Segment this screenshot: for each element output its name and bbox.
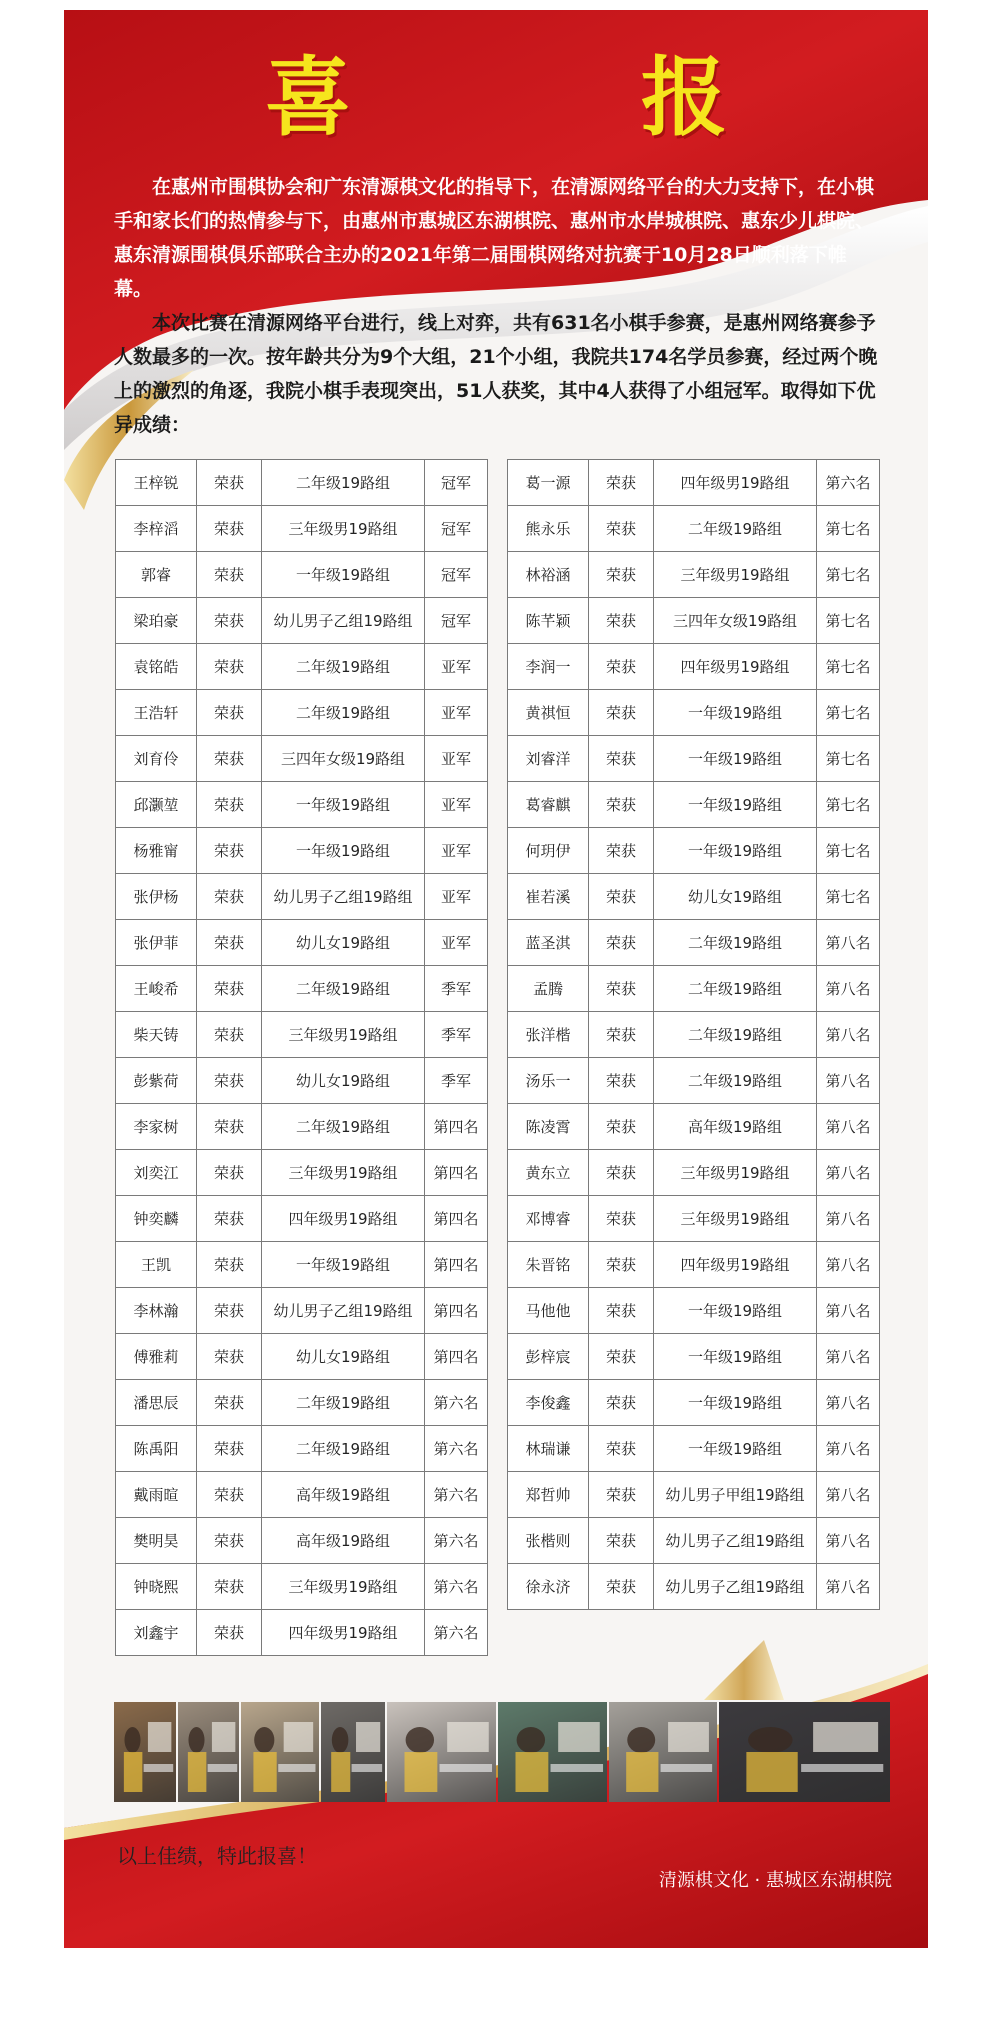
student-name-cell: 邱灏堃 xyxy=(116,782,197,828)
photo-child-at-computer-5 xyxy=(387,1702,496,1802)
student-name-cell: 张洋楷 xyxy=(508,1012,589,1058)
award-verb-cell: 荣获 xyxy=(589,1518,654,1564)
student-name-cell: 柴天铸 xyxy=(116,1012,197,1058)
group-name-cell: 二年级19路组 xyxy=(262,644,425,690)
award-verb-cell: 荣获 xyxy=(197,1242,262,1288)
table-row xyxy=(116,736,488,782)
award-verb-cell: 荣获 xyxy=(197,966,262,1012)
rank-cell: 冠军 xyxy=(425,552,488,598)
table-row xyxy=(508,1518,880,1564)
award-verb-cell: 荣获 xyxy=(197,1104,262,1150)
table-row xyxy=(508,1150,880,1196)
award-verb-cell: 荣获 xyxy=(589,598,654,644)
group-name-cell: 一年级19路组 xyxy=(654,782,817,828)
student-name-cell: 王梓锐 xyxy=(116,460,197,506)
group-name-cell: 二年级19路组 xyxy=(262,1104,425,1150)
table-row xyxy=(508,1196,880,1242)
rank-cell: 第六名 xyxy=(425,1564,488,1610)
award-verb-cell: 荣获 xyxy=(197,736,262,782)
student-name-cell: 杨雅甯 xyxy=(116,828,197,874)
group-name-cell: 四年级男19路组 xyxy=(654,460,817,506)
rank-cell: 冠军 xyxy=(425,460,488,506)
rank-cell: 冠军 xyxy=(425,506,488,552)
table-row xyxy=(116,690,488,736)
group-name-cell: 三四年女级19路组 xyxy=(262,736,425,782)
award-verb-cell: 荣获 xyxy=(197,1288,262,1334)
group-name-cell: 三年级男19路组 xyxy=(262,506,425,552)
group-name-cell: 一年级19路组 xyxy=(262,552,425,598)
table-row xyxy=(116,1012,488,1058)
group-name-cell: 幼儿男子乙组19路组 xyxy=(654,1518,817,1564)
award-verb-cell: 荣获 xyxy=(589,1012,654,1058)
award-verb-cell: 荣获 xyxy=(197,1380,262,1426)
rank-cell: 第八名 xyxy=(817,1564,880,1610)
group-name-cell: 高年级19路组 xyxy=(262,1518,425,1564)
award-verb-cell: 荣获 xyxy=(197,920,262,966)
rank-cell: 第八名 xyxy=(817,1288,880,1334)
group-name-cell: 三年级男19路组 xyxy=(262,1564,425,1610)
group-name-cell: 一年级19路组 xyxy=(262,1242,425,1288)
student-name-cell: 汤乐一 xyxy=(508,1058,589,1104)
photo-child-at-computer-3 xyxy=(241,1702,319,1802)
photo-strip xyxy=(114,1702,890,1802)
student-name-cell: 袁铭皓 xyxy=(116,644,197,690)
group-name-cell: 幼儿男子乙组19路组 xyxy=(654,1564,817,1610)
rank-cell: 第四名 xyxy=(425,1334,488,1380)
table-row xyxy=(116,828,488,874)
rank-cell: 第八名 xyxy=(817,1518,880,1564)
student-name-cell: 钟晓熙 xyxy=(116,1564,197,1610)
group-name-cell: 三四年女级19路组 xyxy=(654,598,817,644)
table-row xyxy=(116,1472,488,1518)
group-name-cell: 二年级19路组 xyxy=(654,920,817,966)
table-row xyxy=(116,1058,488,1104)
results-table-left xyxy=(115,459,488,1656)
student-name-cell: 崔若溪 xyxy=(508,874,589,920)
student-name-cell: 林裕涵 xyxy=(508,552,589,598)
award-verb-cell: 荣获 xyxy=(197,1196,262,1242)
table-row xyxy=(116,1242,488,1288)
student-name-cell: 梁珀豪 xyxy=(116,598,197,644)
student-name-cell: 张楷则 xyxy=(508,1518,589,1564)
rank-cell: 亚军 xyxy=(425,644,488,690)
table-row xyxy=(116,1150,488,1196)
table-row xyxy=(116,552,488,598)
table-row xyxy=(116,1380,488,1426)
student-name-cell: 葛一源 xyxy=(508,460,589,506)
award-verb-cell: 荣获 xyxy=(197,1472,262,1518)
award-verb-cell: 荣获 xyxy=(197,1518,262,1564)
group-name-cell: 二年级19路组 xyxy=(262,690,425,736)
student-name-cell: 邓博睿 xyxy=(508,1196,589,1242)
student-name-cell: 李林瀚 xyxy=(116,1288,197,1334)
table-row xyxy=(508,782,880,828)
group-name-cell: 三年级男19路组 xyxy=(654,1196,817,1242)
photo-child-at-computer-1 xyxy=(114,1702,176,1802)
award-verb-cell: 荣获 xyxy=(589,644,654,690)
group-name-cell: 一年级19路组 xyxy=(262,782,425,828)
group-name-cell: 二年级19路组 xyxy=(654,506,817,552)
award-verb-cell: 荣获 xyxy=(197,1012,262,1058)
group-name-cell: 幼儿女19路组 xyxy=(654,874,817,920)
student-name-cell: 张伊杨 xyxy=(116,874,197,920)
rank-cell: 第四名 xyxy=(425,1288,488,1334)
student-name-cell: 林瑞谦 xyxy=(508,1426,589,1472)
student-name-cell: 葛睿麒 xyxy=(508,782,589,828)
rank-cell: 季军 xyxy=(425,1012,488,1058)
award-verb-cell: 荣获 xyxy=(589,1150,654,1196)
signature-text: 清源棋文化 · 惠城区东湖棋院 xyxy=(658,1870,892,1891)
award-verb-cell: 荣获 xyxy=(197,1426,262,1472)
table-row xyxy=(508,920,880,966)
rank-cell: 第八名 xyxy=(817,1426,880,1472)
rank-cell: 亚军 xyxy=(425,736,488,782)
table-row xyxy=(508,1242,880,1288)
award-verb-cell: 荣获 xyxy=(197,506,262,552)
rank-cell: 第七名 xyxy=(817,874,880,920)
award-verb-cell: 荣获 xyxy=(589,1242,654,1288)
table-row xyxy=(116,920,488,966)
group-name-cell: 幼儿男子乙组19路组 xyxy=(262,598,425,644)
student-name-cell: 刘鑫宇 xyxy=(116,1610,197,1656)
rank-cell: 第六名 xyxy=(425,1472,488,1518)
rank-cell: 季军 xyxy=(425,1058,488,1104)
award-verb-cell: 荣获 xyxy=(197,1610,262,1656)
group-name-cell: 一年级19路组 xyxy=(262,828,425,874)
table-row xyxy=(116,874,488,920)
rank-cell: 亚军 xyxy=(425,874,488,920)
rank-cell: 第七名 xyxy=(817,690,880,736)
award-verb-cell: 荣获 xyxy=(589,1196,654,1242)
group-name-cell: 二年级19路组 xyxy=(654,1012,817,1058)
student-name-cell: 刘育伶 xyxy=(116,736,197,782)
group-name-cell: 一年级19路组 xyxy=(654,1334,817,1380)
award-verb-cell: 荣获 xyxy=(589,1104,654,1150)
group-name-cell: 二年级19路组 xyxy=(654,966,817,1012)
rank-cell: 第四名 xyxy=(425,1242,488,1288)
award-verb-cell: 荣获 xyxy=(589,506,654,552)
award-verb-cell: 荣获 xyxy=(589,966,654,1012)
group-name-cell: 一年级19路组 xyxy=(654,1380,817,1426)
award-verb-cell: 荣获 xyxy=(197,460,262,506)
student-name-cell: 孟腾 xyxy=(508,966,589,1012)
award-verb-cell: 荣获 xyxy=(589,1380,654,1426)
student-name-cell: 彭紫荷 xyxy=(116,1058,197,1104)
rank-cell: 第四名 xyxy=(425,1196,488,1242)
group-name-cell: 幼儿男子乙组19路组 xyxy=(262,1288,425,1334)
table-row xyxy=(508,828,880,874)
group-name-cell: 二年级19路组 xyxy=(654,1058,817,1104)
group-name-cell: 高年级19路组 xyxy=(654,1104,817,1150)
rank-cell: 亚军 xyxy=(425,828,488,874)
table-row xyxy=(116,1196,488,1242)
photo-child-at-computer-2 xyxy=(178,1702,240,1802)
rank-cell: 第八名 xyxy=(817,1380,880,1426)
rank-cell: 第七名 xyxy=(817,506,880,552)
student-name-cell: 黄东立 xyxy=(508,1150,589,1196)
intro-paragraph-1: 在惠州市围棋协会和广东清源棋文化的指导下，在清源网络平台的大力支持下，在小棋手和家长们的热情参与下，由惠州市惠城区东湖棋院、惠州市水岸城棋院、惠东少儿棋院、惠东清源围棋俱乐部联合主办的2021年第二届围棋网络对抗赛于10月28日顺利落下帷幕。 xyxy=(114,176,875,300)
rank-cell: 亚军 xyxy=(425,920,488,966)
rank-cell: 第六名 xyxy=(425,1380,488,1426)
group-name-cell: 二年级19路组 xyxy=(262,1380,425,1426)
group-name-cell: 高年级19路组 xyxy=(262,1472,425,1518)
award-verb-cell: 荣获 xyxy=(589,552,654,598)
group-name-cell: 幼儿男子甲组19路组 xyxy=(654,1472,817,1518)
table-row xyxy=(116,966,488,1012)
group-name-cell: 三年级男19路组 xyxy=(262,1150,425,1196)
results-table-right xyxy=(507,459,880,1610)
table-row xyxy=(508,644,880,690)
poster xyxy=(64,10,928,1948)
student-name-cell: 樊明昊 xyxy=(116,1518,197,1564)
rank-cell: 第七名 xyxy=(817,828,880,874)
student-name-cell: 陈凌霄 xyxy=(508,1104,589,1150)
photo-child-at-computer-8 xyxy=(719,1702,890,1802)
table-row xyxy=(508,1058,880,1104)
table-row xyxy=(116,460,488,506)
award-verb-cell: 荣获 xyxy=(197,552,262,598)
table-row xyxy=(116,1518,488,1564)
rank-cell: 冠军 xyxy=(425,598,488,644)
rank-cell: 第七名 xyxy=(817,598,880,644)
award-verb-cell: 荣获 xyxy=(197,782,262,828)
table-row xyxy=(116,782,488,828)
table-row xyxy=(508,1380,880,1426)
student-name-cell: 李家树 xyxy=(116,1104,197,1150)
award-verb-cell: 荣获 xyxy=(589,1472,654,1518)
rank-cell: 第八名 xyxy=(817,1150,880,1196)
student-name-cell: 王浩轩 xyxy=(116,690,197,736)
group-name-cell: 三年级男19路组 xyxy=(262,1012,425,1058)
student-name-cell: 徐永济 xyxy=(508,1564,589,1610)
student-name-cell: 彭梓宸 xyxy=(508,1334,589,1380)
student-name-cell: 郑哲帅 xyxy=(508,1472,589,1518)
rank-cell: 第八名 xyxy=(817,1058,880,1104)
rank-cell: 第八名 xyxy=(817,966,880,1012)
group-name-cell: 四年级男19路组 xyxy=(262,1196,425,1242)
group-name-cell: 四年级男19路组 xyxy=(654,644,817,690)
rank-cell: 第四名 xyxy=(425,1104,488,1150)
award-verb-cell: 荣获 xyxy=(197,598,262,644)
table-row xyxy=(508,1104,880,1150)
award-verb-cell: 荣获 xyxy=(197,1150,262,1196)
group-name-cell: 一年级19路组 xyxy=(654,1426,817,1472)
gold-triangle xyxy=(704,1640,784,1700)
rank-cell: 第八名 xyxy=(817,1472,880,1518)
table-row xyxy=(116,1334,488,1380)
table-row xyxy=(116,1610,488,1656)
table-row xyxy=(508,1564,880,1610)
group-name-cell: 幼儿女19路组 xyxy=(262,1058,425,1104)
table-row xyxy=(508,1012,880,1058)
student-name-cell: 李俊鑫 xyxy=(508,1380,589,1426)
rank-cell: 第七名 xyxy=(817,644,880,690)
award-verb-cell: 荣获 xyxy=(197,1334,262,1380)
rank-cell: 第八名 xyxy=(817,920,880,966)
award-verb-cell: 荣获 xyxy=(197,644,262,690)
table-row xyxy=(508,1288,880,1334)
award-verb-cell: 荣获 xyxy=(589,874,654,920)
table-row xyxy=(116,1564,488,1610)
table-row xyxy=(508,1472,880,1518)
group-name-cell: 二年级19路组 xyxy=(262,1426,425,1472)
rank-cell: 第七名 xyxy=(817,782,880,828)
page-title: 喜 报 xyxy=(265,48,857,148)
student-name-cell: 陈芊颖 xyxy=(508,598,589,644)
rank-cell: 第六名 xyxy=(817,460,880,506)
award-verb-cell: 荣获 xyxy=(589,1426,654,1472)
award-verb-cell: 荣获 xyxy=(589,460,654,506)
group-name-cell: 幼儿男子乙组19路组 xyxy=(262,874,425,920)
group-name-cell: 一年级19路组 xyxy=(654,828,817,874)
table-row xyxy=(508,552,880,598)
rank-cell: 第八名 xyxy=(817,1012,880,1058)
rank-cell: 亚军 xyxy=(425,690,488,736)
table-row xyxy=(116,1104,488,1150)
table-row xyxy=(508,736,880,782)
group-name-cell: 一年级19路组 xyxy=(654,736,817,782)
rank-cell: 第八名 xyxy=(817,1104,880,1150)
group-name-cell: 一年级19路组 xyxy=(654,690,817,736)
student-name-cell: 钟奕麟 xyxy=(116,1196,197,1242)
student-name-cell: 熊永乐 xyxy=(508,506,589,552)
rank-cell: 第八名 xyxy=(817,1196,880,1242)
table-row xyxy=(508,460,880,506)
group-name-cell: 二年级19路组 xyxy=(262,966,425,1012)
student-name-cell: 何玥伊 xyxy=(508,828,589,874)
group-name-cell: 一年级19路组 xyxy=(654,1288,817,1334)
rank-cell: 第六名 xyxy=(425,1518,488,1564)
table-row xyxy=(508,690,880,736)
intro-paragraph-2: 本次比赛在清源网络平台进行，线上对弈，共有631名小棋手参赛，是惠州网络赛参予人数最多的一次。按年龄共分为9个大组，21个小组，我院共174名学员参赛，经过两个晚上的激烈的角逐，我院小棋手表现突出，51人获奖，其中4人获得了小组冠军。取得如下优异成绩： xyxy=(114,312,878,436)
photo-child-at-computer-6 xyxy=(498,1702,607,1802)
student-name-cell: 郭睿 xyxy=(116,552,197,598)
award-verb-cell: 荣获 xyxy=(589,1058,654,1104)
table-row xyxy=(508,1334,880,1380)
student-name-cell: 李润一 xyxy=(508,644,589,690)
student-name-cell: 黄祺恒 xyxy=(508,690,589,736)
group-name-cell: 幼儿女19路组 xyxy=(262,920,425,966)
award-verb-cell: 荣获 xyxy=(197,1564,262,1610)
rank-cell: 第七名 xyxy=(817,736,880,782)
table-row xyxy=(116,1426,488,1472)
table-row xyxy=(508,1426,880,1472)
intro-text xyxy=(114,170,884,442)
award-verb-cell: 荣获 xyxy=(197,828,262,874)
rank-cell: 亚军 xyxy=(425,782,488,828)
student-name-cell: 王凯 xyxy=(116,1242,197,1288)
student-name-cell: 傅雅莉 xyxy=(116,1334,197,1380)
award-verb-cell: 荣获 xyxy=(197,690,262,736)
rank-cell: 第六名 xyxy=(425,1426,488,1472)
photo-child-at-computer-4 xyxy=(321,1702,385,1802)
rank-cell: 第八名 xyxy=(817,1242,880,1288)
photo-child-at-computer-7 xyxy=(609,1702,716,1802)
student-name-cell: 戴雨暄 xyxy=(116,1472,197,1518)
rank-cell: 第六名 xyxy=(425,1610,488,1656)
table-row xyxy=(508,966,880,1012)
group-name-cell: 幼儿女19路组 xyxy=(262,1334,425,1380)
table-row xyxy=(508,598,880,644)
award-verb-cell: 荣获 xyxy=(589,782,654,828)
award-verb-cell: 荣获 xyxy=(589,690,654,736)
student-name-cell: 李梓滔 xyxy=(116,506,197,552)
award-verb-cell: 荣获 xyxy=(589,1334,654,1380)
table-row xyxy=(508,874,880,920)
award-verb-cell: 荣获 xyxy=(197,874,262,920)
student-name-cell: 蓝圣淇 xyxy=(508,920,589,966)
group-name-cell: 二年级19路组 xyxy=(262,460,425,506)
rank-cell: 第八名 xyxy=(817,1334,880,1380)
closing-text: 以上佳绩，特此报喜！ xyxy=(117,1844,317,1868)
award-verb-cell: 荣获 xyxy=(589,736,654,782)
student-name-cell: 陈禹阳 xyxy=(116,1426,197,1472)
rank-cell: 季军 xyxy=(425,966,488,1012)
table-row xyxy=(116,598,488,644)
award-verb-cell: 荣获 xyxy=(589,1288,654,1334)
award-verb-cell: 荣获 xyxy=(589,828,654,874)
table-row xyxy=(116,644,488,690)
student-name-cell: 王峻希 xyxy=(116,966,197,1012)
group-name-cell: 三年级男19路组 xyxy=(654,1150,817,1196)
student-name-cell: 刘睿洋 xyxy=(508,736,589,782)
rank-cell: 第七名 xyxy=(817,552,880,598)
award-verb-cell: 荣获 xyxy=(589,920,654,966)
award-verb-cell: 荣获 xyxy=(197,1058,262,1104)
group-name-cell: 四年级男19路组 xyxy=(654,1242,817,1288)
group-name-cell: 四年级男19路组 xyxy=(262,1610,425,1656)
student-name-cell: 张伊菲 xyxy=(116,920,197,966)
table-row xyxy=(116,506,488,552)
table-row xyxy=(116,1288,488,1334)
student-name-cell: 朱晋铭 xyxy=(508,1242,589,1288)
group-name-cell: 三年级男19路组 xyxy=(654,552,817,598)
table-row xyxy=(508,506,880,552)
award-verb-cell: 荣获 xyxy=(589,1564,654,1610)
student-name-cell: 马他他 xyxy=(508,1288,589,1334)
student-name-cell: 刘奕江 xyxy=(116,1150,197,1196)
student-name-cell: 潘思辰 xyxy=(116,1380,197,1426)
rank-cell: 第四名 xyxy=(425,1150,488,1196)
